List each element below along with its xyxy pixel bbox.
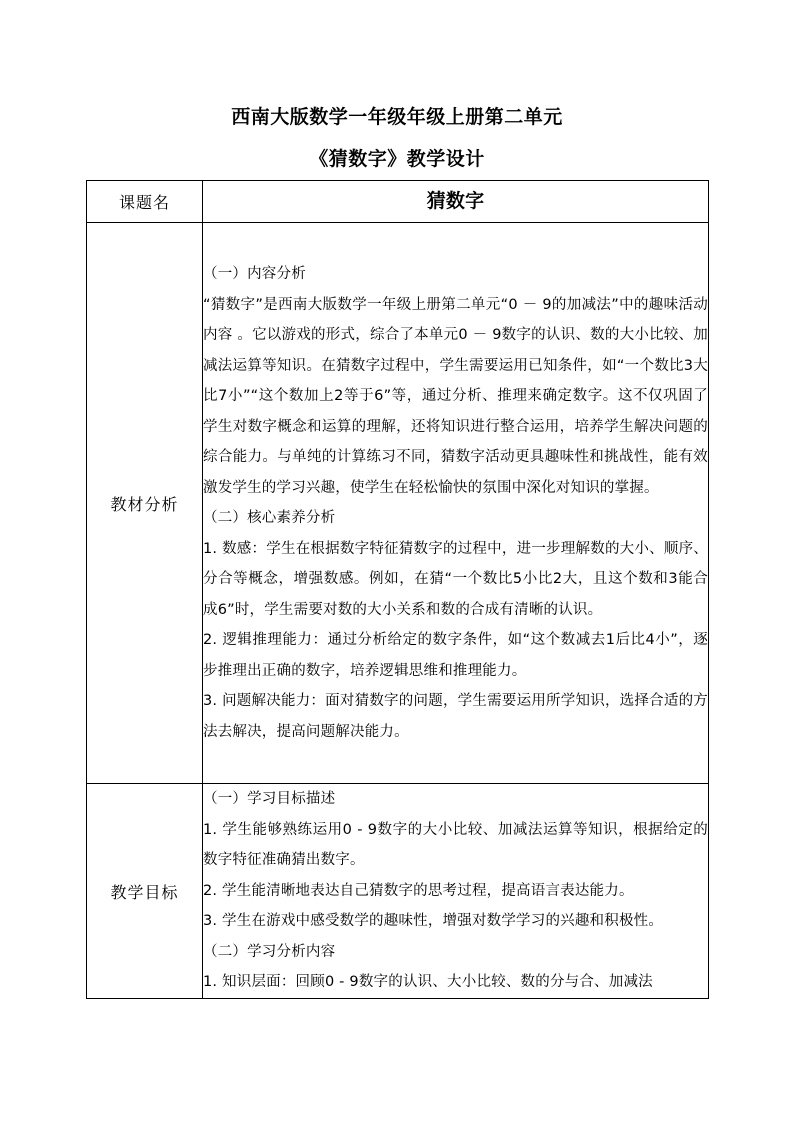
goals-item-2: 2. 学生能清晰地表达自己猜数字的思考过程，提高语言表达能力。 [203,882,634,899]
document-title: 西南大版数学一年级年级上册第二单元 [231,106,563,128]
analysis-item-number-sense: 1. 数感：学生在根据数字特征猜数字的过程中，进一步理解数的大小、顺序、分合等概念，增强数感。例如，在猜“一个数比5小比2大，且这个数和3能合成6”时，学生需要对数的大小关系和数的合成有清晰的认识。 [203,540,708,618]
analysis-item-reasoning: 2. 逻辑推理能力：通过分析给定的数字条件，如“这个数减去1后比4小”，逐步推理出正确的数字，培养逻辑思维和推理能力。 [203,632,708,679]
analysis-heading-literacy: （二）核心素养分析 [203,510,336,526]
goals-item-1: 1. 学生能够熟练运用0 - 9数字的大小比较、加减法运算等知识，根据给定的数字特征准确猜出数字。 [203,821,708,868]
table-row-goals [87,784,709,999]
table-row-analysis [87,223,709,784]
goals-content [203,784,709,999]
goals-label: 教学目标 [87,784,203,999]
goals-item-3: 3. 学生在游戏中感受数学的趣味性，增强对数学学习的兴趣和积极性。 [203,913,664,929]
goals-heading-analysis: （二）学习分析内容 [203,943,336,960]
topic-value: 猜数字 [203,181,709,223]
analysis-paragraph-content: “猜数字”是西南大版数学一年级上册第二单元“0 － 9的加减法”中的趣味活动内容 。它以游戏的形式，综合了本单元0 － 9数字的认识、数的大小比较、加减法运算等知识。在猜数字过程中，学生需要运用已知条件，如“一个数比3大比7小”“这个数加上2等于6”等，通过分析、推理来确定数字。这不仅巩固了学生对数字概念和运算的理解，还将知识进行整合运用，培养学生解决问题的综合能力。与单纯的计算练习不同，猜数字活动更具趣味性和挑战性，能有效激发学生的学习兴趣，使学生在轻松愉快的氛围中深化对知识的掌握。 [203,296,708,496]
analysis-heading-content: （一）内容分析 [203,266,306,282]
analysis-item-problem-solving: 3. 问题解决能力：面对猜数字的问题，学生需要运用所学知识，选择合适的方法去解决，提高问题解决能力。 [203,693,708,740]
analysis-label: 教材分析 [87,223,203,784]
goals-item-knowledge: 1. 知识层面：回顾0 - 9数字的认识、大小比较、数的分与合、加减法 [203,974,653,990]
lesson-plan-table [86,180,709,999]
topic-label: 课题名 [87,181,203,223]
document-subtitle: 《猜数字》教学设计 [309,148,485,170]
table-row-topic [87,181,709,223]
goals-heading-description: （一）学习目标描述 [203,791,336,807]
analysis-content [203,223,709,784]
